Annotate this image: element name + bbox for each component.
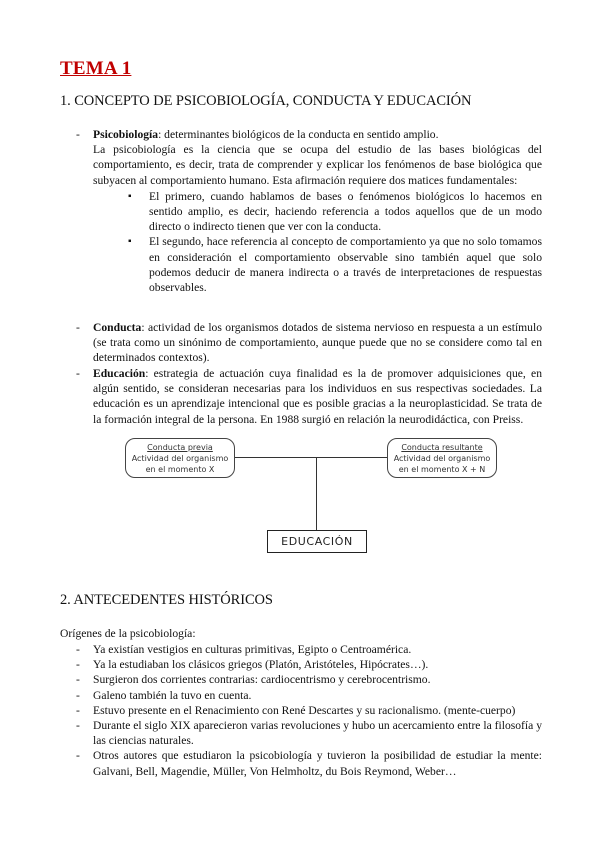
connector-line bbox=[235, 457, 387, 458]
list-dash: - bbox=[76, 703, 80, 717]
list-item: - Estuvo presente en el Renacimiento con René Descartes y su racionalismo. (mente-cuerpo) bbox=[76, 703, 516, 717]
list-dash: - bbox=[76, 688, 80, 702]
educacion-term: Educación bbox=[93, 367, 146, 380]
section-1-heading: 1. CONCEPTO DE PSICOBIOLOGÍA, CONDUCTA Y EDUCACIÓN bbox=[60, 93, 472, 109]
conducta-item: - Conducta: actividad de los organismos dotados de sistema nervioso en respuesta a un estímulo (se trata como un sinónimo de comportamiento, aunque puede que no se considere como tal en determinados contextos). bbox=[76, 321, 542, 365]
list-dash: - bbox=[76, 658, 80, 672]
psicobiologia-definition: Psicobiología: determinantes biológicos de la conducta en sentido amplio. bbox=[93, 128, 439, 141]
bullet-item: ▪ El primero, cuando hablamos de bases o fenómenos biológicos lo hacemos en sentido amplio, es decir, haciendo referencia a todos aquellos que de un modo directo o indirecto tienen que ver con la conducta. bbox=[128, 189, 542, 234]
square-bullet-icon: ▪ bbox=[128, 236, 132, 248]
education-diagram bbox=[125, 433, 545, 563]
list-item: - Galeno también la tuvo en cuenta. bbox=[76, 688, 252, 702]
list-item: - Ya existían vestigios en culturas primitivas, Egipto o Centroamérica. bbox=[76, 643, 412, 656]
list-item: - Durante el siglo XIX aparecieron varias revoluciones y hubo un acercamiento entre la filosofía y las ciencias naturales. bbox=[76, 719, 542, 748]
origins-intro: Orígenes de la psicobiología: bbox=[60, 627, 196, 640]
square-bullet-icon: ▪ bbox=[128, 190, 132, 202]
list-item: - Surgieron dos corrientes contrarias: cardiocentrismo y cerebrocentrismo. bbox=[76, 673, 431, 687]
psicobiologia-paragraph: La psicobiología es la ciencia que se ocupa del estudio de las bases biológicas del comportamiento, es decir, trata de comprender y explicar los fenómenos de base biológica que subyacen al comportamiento humano. Esta afirmación requiere dos matices fundamentales: bbox=[93, 143, 542, 187]
list-dash: - bbox=[76, 749, 80, 763]
resulting-behavior-box: Conducta resultante Actividad del organismo en el momento X + N bbox=[387, 438, 497, 478]
list-dash: - bbox=[76, 673, 80, 687]
educacion-box: EDUCACIÓN bbox=[267, 530, 367, 553]
list-dash: - bbox=[76, 719, 80, 733]
conducta-term: Conducta bbox=[93, 321, 142, 334]
list-item: - Ya la estudiaban los clásicos griegos (Platón, Aristóteles, Hipócrates…). bbox=[76, 658, 429, 672]
list-dash: - bbox=[76, 128, 80, 141]
list-item: - Otros autores que estudiaron la psicobiología y tuvieron la posibilidad de estudiar la mente: Galvani, Bell, Magendie, Müller, Von Helmholtz, du Bois Reymond, Weber… bbox=[76, 749, 542, 778]
list-dash: - bbox=[76, 367, 80, 380]
list-dash: - bbox=[76, 321, 80, 334]
tema-title: TEMA 1 bbox=[60, 58, 132, 79]
psicobiologia-term: Psicobiología bbox=[93, 128, 159, 141]
educacion-item: - Educación: estrategia de actuación cuya finalidad es la de promover adquisiciones que, en algún sentido, se consideran necesarias para los individuos en sus respectivas sociedades. La educación es un aprendizaje intencional que es posible gracias a la neuroplasticidad. Se trata de la formación integral de la persona. En 1988 surgió en relación la neurodidáctica, con Preiss. bbox=[76, 367, 542, 426]
list-dash: - bbox=[76, 643, 80, 656]
section-2-heading: 2. ANTECEDENTES HISTÓRICOS bbox=[60, 592, 273, 608]
bullet-item: ▪ El segundo, hace referencia al concepto de comportamiento ya que no solo tomamos en consideración el comportamiento observable sino también aquel que solo podemos deducir de manera indirecta o a través de interpretaciones de respuestas observables. bbox=[128, 235, 542, 295]
vertical-connector-line bbox=[316, 457, 317, 530]
previous-behavior-box: Conducta previa Actividad del organismo en el momento X bbox=[125, 438, 235, 478]
origins-list bbox=[76, 642, 542, 779]
psicobiologia-bullets bbox=[76, 189, 542, 295]
psicobiologia-item bbox=[76, 127, 542, 295]
